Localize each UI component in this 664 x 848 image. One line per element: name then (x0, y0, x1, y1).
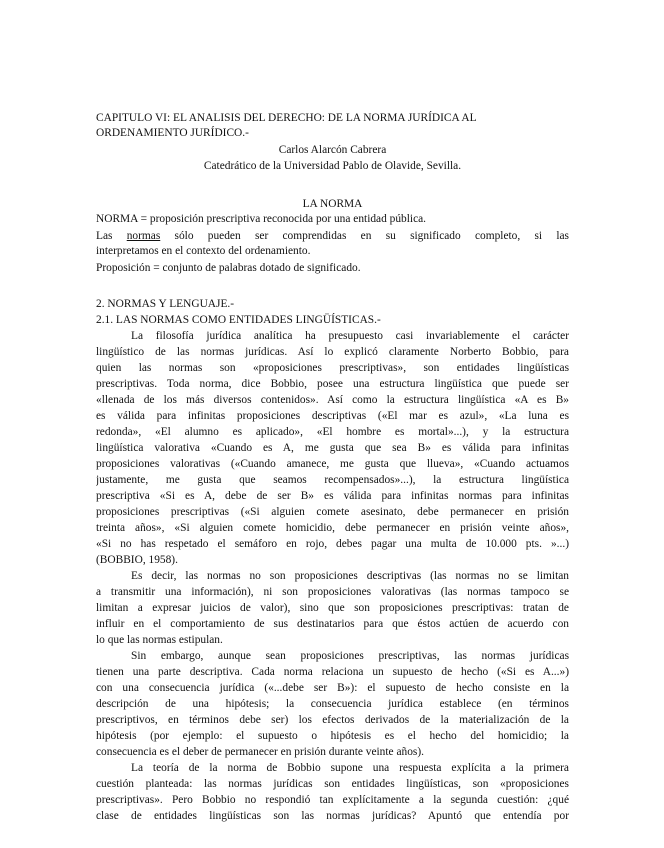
definition-norma: NORMA = proposición prescriptiva reconocida por una entidad pública. (96, 213, 427, 225)
author-affiliation: Catedrático de la Universidad Pablo de Olavide, Sevilla. (203, 160, 462, 172)
section-heading: LA NORMA (302, 198, 363, 210)
paragraph-1-line: «llenada de los más diversos contenidos». Así como la estructura lingüística «A es B» (96, 394, 569, 406)
definition-proposicion: Proposición = conjunto de palabras dotado de significado. (96, 262, 361, 274)
paragraph-1-line: treinta años», «Si alguien comete homicidio, debe permanecer en prisión veinte años», (96, 522, 569, 534)
paragraph-2-line: influir en el comportamiento de sus destinatarios para que éstos actúen de acuerdo con (96, 618, 569, 630)
paragraph-2-line: lo que las normas estipulan. (96, 634, 223, 646)
paragraph-3-line: hipótesis (por ejemplo: el supuesto o hipótesis es el hecho del homicidio; la (96, 730, 569, 742)
paragraph-2-line: Es decir, las normas no son proposiciones descriptivas (las normas no se limitan (131, 570, 569, 582)
paragraph-1-line: proposiciones valorativas («Cuando amanece, me gusta que llueva», «Cuando actuamos (96, 458, 569, 470)
paragraph-3-line: descripción de una hipótesis; la consecuencia jurídica establece (en términos (96, 698, 569, 710)
paragraph-1-line: redonda», «El alumno es aplicado», «El hombre es mortal»...), y la estructura (96, 426, 569, 438)
paragraph-1-line: justamente, me gusta que seamos recompensados»...), la estructura lingüística (96, 474, 569, 486)
definition-normas-line-1: Las normas sólo pueden ser comprendidas en su significado completo, si las (96, 230, 569, 242)
chapter-title-line-2: ORDENAMIENTO JURÍDICO.- (96, 127, 249, 139)
paragraph-1-line: La filosofía jurídica analítica ha presupuesto casi invariablemente el carácter (131, 330, 569, 342)
subheading-entidades-linguisticas: 2.1. LAS NORMAS COMO ENTIDADES LINGÜÍSTICAS.- (96, 314, 381, 326)
paragraph-2-line: limitan a expresar juicios de valor), sino que son proposiciones prescriptivas: tratan de (96, 602, 569, 614)
paragraph-3-line: con una consecuencia jurídica («...debe ser B»): el supuesto de hecho consiste en la (96, 682, 569, 694)
paragraph-1-line: quien las normas son «proposiciones prescriptivas», son entidades lingüísticas (96, 362, 569, 374)
paragraph-1-line: es válida para infinitas proposiciones descriptivas («El mar es azul», «La luna es (96, 410, 569, 422)
paragraph-1-line: «Si no has respetado el semáforo en rojo, debes pagar una multa de 10.000 pts. »...) (96, 538, 569, 550)
subheading-normas-y-lenguaje: 2. NORMAS Y LENGUAJE.- (96, 298, 235, 310)
paragraph-4-line: prescriptivas». Pero Bobbio no respondió tan explícitamente a la segunda cuestión: ¿qué (96, 794, 569, 806)
definition-normas-line-2: interpretamos en el contexto del ordenamiento. (96, 245, 311, 257)
paragraph-4-line: clase de entidades lingüísticas son las normas jurídicas? Apuntó que entendía por (96, 810, 569, 822)
paragraph-3-line: tienen una parte descriptiva. Cada norma relaciona un supuesto de hecho («Si es A...») (96, 666, 569, 678)
paragraph-3-line: Sin embargo, aunque sean proposiciones prescriptivas, las normas jurídicas (131, 650, 569, 662)
paragraph-3-line: consecuencia es el deber de permanecer en prisión durante veinte años). (96, 746, 424, 758)
chapter-title-line-1: CAPITULO VI: EL ANALISIS DEL DERECHO: DE LA NORMA JURÍDICA AL (96, 112, 477, 124)
paragraph-1-line: prescriptiva «Si es A, debe de ser B» es válida para infinitas normas para infinitas (96, 490, 569, 502)
paragraph-4-line: cuestión planteada: las normas jurídicas son entidades lingüísticas, son «proposiciones (96, 778, 569, 790)
paragraph-1-line: (BOBBIO, 1958). (96, 554, 178, 566)
paragraph-3-line: prescriptivos, en términos debe ser) los efectos derivados de la materialización de la (96, 714, 569, 726)
paragraph-1-line: prescriptivas. Toda norma, dice Bobbio, posee una estructura lingüística que puede ser (96, 378, 569, 390)
paragraph-2-line: a transmitir una información), ni son proposiciones valorativas (las normas tampoco se (96, 586, 569, 598)
paragraph-1-line: proposiciones prescriptivas («Si alguien comete asesinato, debe permanecer en prisión (96, 506, 569, 518)
author-name: Carlos Alarcón Cabrera (278, 144, 387, 156)
paragraph-4-line: La teoría de la norma de Bobbio supone una respuesta explícita a la primera (131, 762, 569, 774)
paragraph-1-line: lingüístico de las normas jurídicas. Así lo explicó claramente Norberto Bobbio, para (96, 346, 569, 358)
paragraph-1-line: lingüística valorativa «Cuando es A, me gusta que sea B» es válida para infinitas (96, 442, 569, 454)
